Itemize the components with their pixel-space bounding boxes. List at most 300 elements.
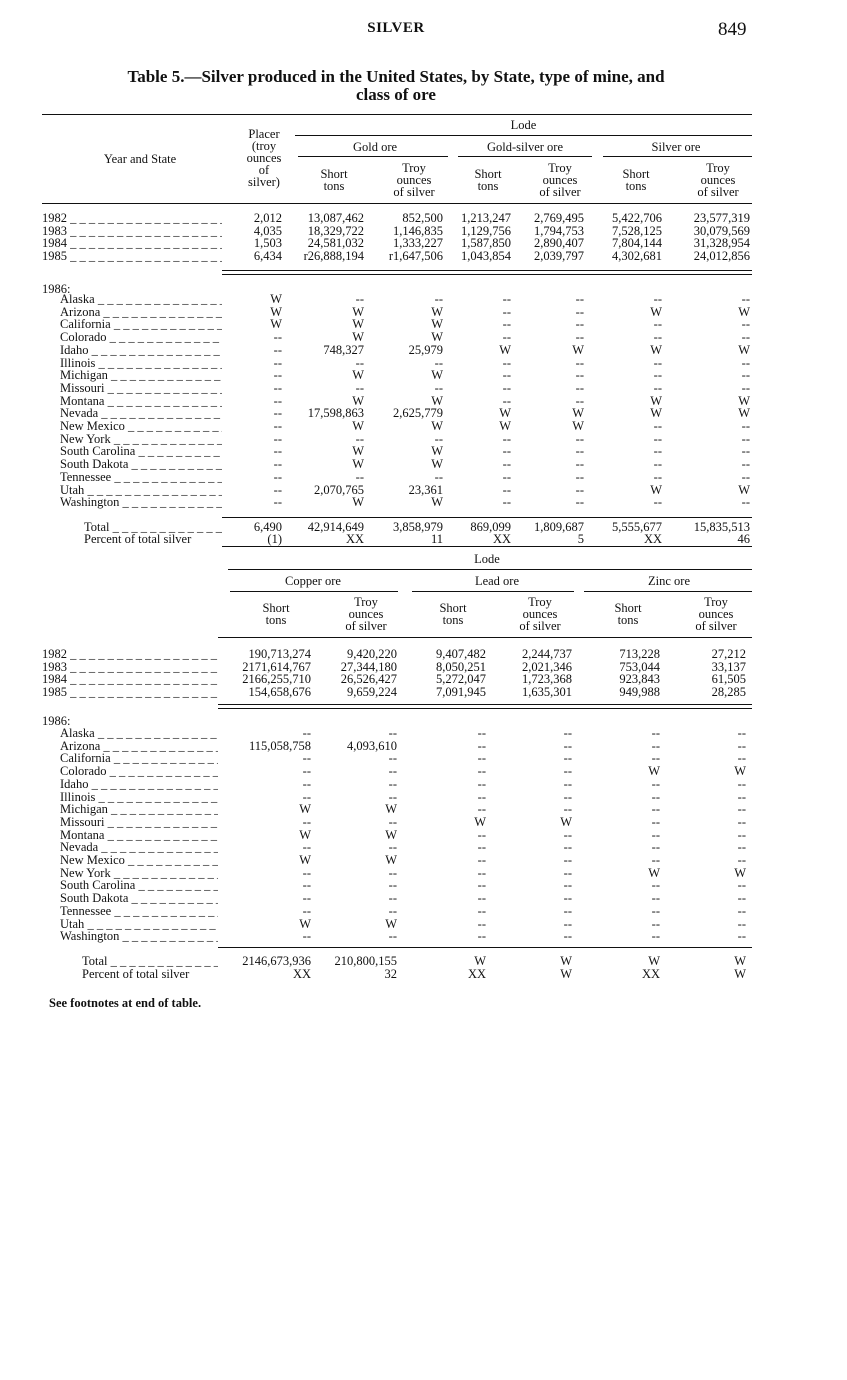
table-cell: -- bbox=[737, 827, 746, 842]
table-cell: 2,039,797 bbox=[534, 249, 584, 264]
table-cell: 1,146,835 bbox=[393, 223, 443, 238]
row-label: Michigan _ _ _ bbox=[60, 369, 222, 382]
table-cell: 748,327 bbox=[323, 342, 364, 357]
table-cell: -- bbox=[477, 827, 486, 842]
table-cell: W bbox=[299, 853, 311, 867]
table-cell: W bbox=[499, 419, 511, 433]
table-cell: -- bbox=[388, 776, 397, 791]
table-cell: -- bbox=[563, 916, 572, 931]
row-label: Missouri _ _ _ bbox=[60, 382, 222, 395]
table-cell: W bbox=[299, 916, 311, 931]
table-cell: -- bbox=[388, 929, 397, 944]
row-label: New York _ _ _ bbox=[60, 433, 222, 446]
double-rule-top bbox=[222, 270, 752, 271]
table-cell: -- bbox=[302, 776, 311, 791]
table-cell: -- bbox=[575, 292, 584, 306]
year-state-heading: Year and State bbox=[103, 152, 177, 166]
row-label: Alaska _ _ _ bbox=[60, 293, 222, 306]
table-cell: W bbox=[352, 304, 364, 319]
table-cell: -- bbox=[737, 751, 746, 766]
table-cell: -- bbox=[388, 903, 397, 918]
table-cell: -- bbox=[302, 764, 311, 779]
table-cell: 9,420,220 bbox=[347, 647, 397, 661]
table-cell: -- bbox=[502, 393, 511, 408]
row-label: Idaho _ _ _ bbox=[60, 778, 218, 791]
table-cell: -- bbox=[651, 903, 660, 918]
table-cell: -- bbox=[563, 751, 572, 766]
table-cell: 154,658,676 bbox=[248, 685, 311, 700]
table-cell: W bbox=[650, 482, 662, 497]
table-cell: -- bbox=[502, 444, 511, 459]
table-cell: -- bbox=[273, 330, 282, 345]
table-cell: W bbox=[352, 317, 364, 332]
table-cell: -- bbox=[741, 469, 750, 484]
table-cell: -- bbox=[273, 469, 282, 484]
table-cell: -- bbox=[477, 840, 486, 855]
row-label: Total _ _ _ bbox=[84, 521, 222, 534]
table-cell: -- bbox=[575, 431, 584, 446]
group-rule-4 bbox=[230, 591, 398, 592]
table-cell: W bbox=[270, 292, 282, 306]
table-cell: -- bbox=[502, 330, 511, 345]
row-label: Tennessee _ _ _ bbox=[60, 905, 218, 918]
row-label: Utah _ _ _ bbox=[60, 484, 222, 497]
table-cell: W bbox=[431, 393, 443, 408]
table-cell: -- bbox=[502, 304, 511, 319]
short-tons-heading: Short tons bbox=[614, 601, 642, 627]
table-cell: -- bbox=[502, 495, 511, 510]
table-cell: W bbox=[270, 317, 282, 332]
short-tons-heading: Short tons bbox=[474, 167, 502, 193]
table-cell: W bbox=[270, 304, 282, 319]
table-cell: W bbox=[385, 916, 397, 931]
table-cell: -- bbox=[653, 431, 662, 446]
table-cell: -- bbox=[273, 342, 282, 357]
table-cell: -- bbox=[575, 317, 584, 332]
table-cell: W bbox=[738, 406, 750, 421]
row-label: Washington _ _ _ bbox=[60, 496, 222, 509]
row-label: South Dakota _ _ _ bbox=[60, 892, 218, 905]
table-cell: 3,858,979 bbox=[393, 520, 443, 534]
table-cell: -- bbox=[653, 444, 662, 459]
table-cell: -- bbox=[651, 878, 660, 893]
table-cell: -- bbox=[273, 444, 282, 459]
table-cell: -- bbox=[741, 368, 750, 383]
table-cell: 24,581,032 bbox=[307, 236, 364, 251]
table-cell: 23,577,319 bbox=[693, 211, 750, 225]
row-label: Montana _ _ _ bbox=[60, 829, 218, 842]
gold-ore-heading: Gold ore bbox=[352, 140, 398, 154]
table-cell: -- bbox=[273, 457, 282, 472]
placer-heading: Placer (troy ounces of silver) bbox=[246, 127, 282, 189]
table-cell: -- bbox=[737, 738, 746, 753]
troy-ounces-heading: Troy ounces of silver bbox=[519, 595, 561, 633]
table-cell: -- bbox=[563, 802, 572, 817]
table-cell: -- bbox=[273, 482, 282, 497]
table-cell: -- bbox=[737, 853, 746, 867]
short-tons-heading: Short tons bbox=[320, 167, 348, 193]
table-cell: W bbox=[474, 814, 486, 829]
table-cell: 13,087,462 bbox=[307, 211, 364, 225]
table-cell: XX bbox=[643, 532, 662, 546]
table-cell: -- bbox=[388, 891, 397, 906]
table-cell: -- bbox=[273, 355, 282, 370]
table-cell: 28,285 bbox=[711, 685, 746, 700]
table-cell: -- bbox=[477, 802, 486, 817]
table-title-line2: class of ore bbox=[356, 85, 436, 104]
troy-ounces-heading: Troy ounces of silver bbox=[695, 595, 737, 633]
table-cell: -- bbox=[434, 355, 443, 370]
table-cell: 8,050,251 bbox=[436, 659, 486, 674]
table-cell: -- bbox=[575, 393, 584, 408]
table-cell: -- bbox=[653, 292, 662, 306]
table-cell: -- bbox=[575, 469, 584, 484]
table-cell: -- bbox=[741, 292, 750, 306]
table-cell: -- bbox=[563, 891, 572, 906]
table-cell: -- bbox=[563, 878, 572, 893]
table-cell: 5 bbox=[577, 532, 584, 546]
table-cell: -- bbox=[741, 355, 750, 370]
table-cell: W bbox=[385, 827, 397, 842]
double-rule-bottom-2 bbox=[218, 708, 752, 709]
table-cell: -- bbox=[563, 726, 572, 740]
table-cell: W bbox=[572, 406, 584, 421]
table-cell: 2,244,737 bbox=[522, 647, 572, 661]
table-cell: W bbox=[650, 342, 662, 357]
table-cell: -- bbox=[434, 431, 443, 446]
table-cell: -- bbox=[477, 878, 486, 893]
table-cell: -- bbox=[575, 495, 584, 510]
table-cell: 2146,673,936 bbox=[242, 954, 311, 968]
lode-heading: Lode bbox=[474, 552, 500, 566]
row-label: 1983 _ _ _ bbox=[42, 661, 218, 674]
table-cell: 9,407,482 bbox=[436, 647, 486, 661]
table-cell: -- bbox=[737, 789, 746, 804]
row-label: South Carolina _ _ _ bbox=[60, 879, 218, 892]
table-cell: W bbox=[572, 342, 584, 357]
table-cell: -- bbox=[651, 929, 660, 944]
table-cell: -- bbox=[388, 865, 397, 880]
table-cell: W bbox=[560, 967, 572, 981]
table-cell: -- bbox=[563, 738, 572, 753]
table-cell: -- bbox=[434, 292, 443, 306]
table-cell: 210,800,155 bbox=[334, 954, 397, 968]
table-title bbox=[60, 68, 732, 104]
part1-end-rule bbox=[222, 546, 752, 547]
table-cell: W bbox=[734, 954, 746, 968]
table-cell: 713,228 bbox=[619, 647, 660, 661]
row-label: New York _ _ _ bbox=[60, 867, 218, 880]
row-label: 1985 _ _ _ bbox=[42, 250, 222, 263]
table-cell: 1,333,227 bbox=[393, 236, 443, 251]
table-cell: -- bbox=[651, 738, 660, 753]
table-cell: XX bbox=[467, 967, 486, 981]
table-cell: 1,503 bbox=[253, 236, 282, 251]
table-cell: -- bbox=[741, 330, 750, 345]
copper-ore-heading: Copper ore bbox=[285, 574, 341, 588]
table-cell: -- bbox=[741, 444, 750, 459]
row-label: South Dakota _ _ _ bbox=[60, 458, 222, 471]
table-cell: 753,044 bbox=[619, 659, 660, 674]
table-cell: W bbox=[648, 954, 660, 968]
table-cell: -- bbox=[651, 827, 660, 842]
table-cell: 1,794,753 bbox=[534, 223, 584, 238]
table-cell: W bbox=[352, 495, 364, 510]
table-cell: -- bbox=[388, 751, 397, 766]
table-cell: XX bbox=[641, 967, 660, 981]
table-cell: -- bbox=[653, 457, 662, 472]
table-cell: -- bbox=[302, 903, 311, 918]
table-cell: 5,555,677 bbox=[612, 520, 662, 534]
table-cell: -- bbox=[737, 878, 746, 893]
table-cell: -- bbox=[563, 929, 572, 944]
table-cell: -- bbox=[502, 431, 511, 446]
table-cell: -- bbox=[563, 789, 572, 804]
table-cell: -- bbox=[273, 419, 282, 433]
row-label: Washington _ _ _ bbox=[60, 930, 218, 943]
table-cell: -- bbox=[477, 916, 486, 931]
table-cell: 949,988 bbox=[619, 685, 660, 700]
table-cell: -- bbox=[502, 482, 511, 497]
table-cell: -- bbox=[575, 482, 584, 497]
top-rule bbox=[42, 114, 752, 115]
table-cell: 7,091,945 bbox=[436, 685, 486, 700]
troy-ounces-heading: Troy ounces of silver bbox=[345, 595, 387, 633]
table-cell: W bbox=[431, 444, 443, 459]
silver-ore-heading: Silver ore bbox=[651, 140, 701, 154]
table-cell: XX bbox=[345, 532, 364, 546]
table-cell: -- bbox=[302, 726, 311, 740]
row-label: Colorado _ _ _ bbox=[60, 765, 218, 778]
table-cell: W bbox=[650, 304, 662, 319]
row-label: 1984 _ _ _ bbox=[42, 237, 222, 250]
row-label: Utah _ _ _ bbox=[60, 918, 218, 931]
row-label: Idaho _ _ _ bbox=[60, 344, 222, 357]
table-cell: W bbox=[648, 764, 660, 779]
table-cell: -- bbox=[477, 789, 486, 804]
table-cell: 923,843 bbox=[619, 672, 660, 687]
table-cell: -- bbox=[477, 853, 486, 867]
table-cell: 1,587,850 bbox=[461, 236, 511, 251]
table-cell: 15,835,513 bbox=[693, 520, 750, 534]
row-label: Illinois _ _ _ bbox=[60, 357, 222, 370]
table-cell: W bbox=[734, 865, 746, 880]
table-cell: -- bbox=[651, 853, 660, 867]
table-cell: -- bbox=[502, 355, 511, 370]
table-cell: W bbox=[499, 406, 511, 421]
table-cell: -- bbox=[575, 457, 584, 472]
table-title-line1: Table 5.—Silver produced in the United States, by State, type of mine, and bbox=[127, 67, 665, 86]
row-label: New Mexico _ _ _ bbox=[60, 854, 218, 867]
lode-rule bbox=[295, 135, 752, 136]
table-cell: (1) bbox=[267, 532, 282, 546]
table-cell: -- bbox=[302, 929, 311, 944]
row-label: California _ _ _ bbox=[60, 752, 218, 765]
row-label: Total _ _ _ bbox=[82, 955, 218, 968]
table-cell: -- bbox=[355, 431, 364, 446]
table-cell: W bbox=[431, 330, 443, 345]
table-cell: 852,500 bbox=[402, 211, 443, 225]
table-cell: -- bbox=[737, 776, 746, 791]
table-cell: 27,212 bbox=[711, 647, 746, 661]
table-cell: 18,329,722 bbox=[307, 223, 364, 238]
table-cell: -- bbox=[741, 380, 750, 395]
table-cell: 4,035 bbox=[253, 223, 282, 238]
table-cell: 42,914,649 bbox=[307, 520, 364, 534]
table-cell: -- bbox=[477, 726, 486, 740]
table-cell: 5,422,706 bbox=[612, 211, 662, 225]
table-cell: W bbox=[299, 802, 311, 817]
row-label: South Carolina _ _ _ bbox=[60, 445, 222, 458]
zinc-ore-heading: Zinc ore bbox=[648, 574, 690, 588]
table-cell: -- bbox=[651, 802, 660, 817]
table-cell: 31,328,954 bbox=[693, 236, 750, 251]
table-cell: -- bbox=[477, 865, 486, 880]
table-cell: -- bbox=[653, 317, 662, 332]
table-cell: -- bbox=[502, 317, 511, 332]
row-label: Alaska _ _ _ bbox=[60, 727, 218, 740]
table-cell: -- bbox=[741, 317, 750, 332]
table-cell: -- bbox=[477, 903, 486, 918]
table-cell: -- bbox=[651, 751, 660, 766]
table-cell: 1,129,756 bbox=[461, 223, 511, 238]
table-cell: -- bbox=[741, 419, 750, 433]
table-cell: -- bbox=[477, 738, 486, 753]
table-cell: -- bbox=[273, 393, 282, 408]
table-cell: -- bbox=[477, 764, 486, 779]
table-cell: -- bbox=[388, 789, 397, 804]
table-cell: -- bbox=[355, 292, 364, 306]
table-cell: -- bbox=[575, 355, 584, 370]
row-label: 1983 _ _ _ bbox=[42, 225, 222, 238]
table-cell: 2171,614,767 bbox=[242, 659, 311, 674]
table-cell: W bbox=[738, 304, 750, 319]
lode-heading: Lode bbox=[510, 118, 537, 132]
table-cell: 61,505 bbox=[711, 672, 746, 687]
gold-silver-ore-heading: Gold-silver ore bbox=[486, 140, 564, 154]
table-cell: 11 bbox=[430, 532, 443, 546]
table-cell: 2,012 bbox=[253, 211, 282, 225]
table-cell: 27,344,180 bbox=[340, 659, 397, 674]
troy-ounces-heading: Troy ounces of silver bbox=[393, 161, 435, 199]
table-cell: 2,070,765 bbox=[314, 482, 364, 497]
table-cell: W bbox=[734, 967, 746, 981]
row-label: 1982 _ _ _ bbox=[42, 212, 222, 225]
footnote: See footnotes at end of table. bbox=[49, 996, 202, 1010]
table-cell: 2,890,407 bbox=[534, 236, 584, 251]
table-cell: W bbox=[385, 853, 397, 867]
row-label: Arizona _ _ _ bbox=[60, 306, 222, 319]
table-cell: -- bbox=[741, 431, 750, 446]
table-cell: -- bbox=[502, 292, 511, 306]
table-cell: -- bbox=[737, 916, 746, 931]
table-cell: -- bbox=[651, 726, 660, 740]
table-cell: 2,769,495 bbox=[534, 211, 584, 225]
table-cell: -- bbox=[563, 865, 572, 880]
table-cell: -- bbox=[575, 380, 584, 395]
running-title: SILVER bbox=[367, 20, 425, 36]
table-cell: 2,021,346 bbox=[522, 659, 572, 674]
table-cell: W bbox=[352, 330, 364, 345]
table-cell: -- bbox=[388, 726, 397, 740]
row-label: Nevada _ _ _ bbox=[60, 407, 222, 420]
group-rule-1 bbox=[298, 156, 448, 157]
row-label: Montana _ _ _ bbox=[60, 395, 222, 408]
row-label: New Mexico _ _ _ bbox=[60, 420, 222, 433]
table-cell: -- bbox=[273, 380, 282, 395]
table-cell: -- bbox=[563, 853, 572, 867]
table-cell: -- bbox=[273, 495, 282, 510]
table-cell: W bbox=[499, 342, 511, 357]
table-cell: -- bbox=[477, 751, 486, 766]
table-cell: 32 bbox=[384, 967, 397, 981]
table-cell: W bbox=[474, 954, 486, 968]
table-cell: W bbox=[431, 457, 443, 472]
double-rule-top-2 bbox=[218, 704, 752, 705]
table-cell: 1,809,687 bbox=[534, 520, 584, 534]
table-cell: 6,490 bbox=[253, 520, 282, 534]
table-cell: -- bbox=[563, 840, 572, 855]
header-bottom-rule-2 bbox=[218, 637, 752, 638]
table-cell: -- bbox=[653, 469, 662, 484]
table-cell: -- bbox=[273, 406, 282, 421]
table-cell: -- bbox=[502, 380, 511, 395]
row-label: Missouri _ _ _ bbox=[60, 816, 218, 829]
row-label: Arizona _ _ _ bbox=[60, 740, 218, 753]
table-cell: 25,979 bbox=[408, 342, 443, 357]
table-cell: -- bbox=[434, 380, 443, 395]
table-cell: W bbox=[431, 304, 443, 319]
table-cell: 2,625,779 bbox=[393, 406, 443, 421]
table-cell: -- bbox=[502, 457, 511, 472]
table-cell: -- bbox=[388, 878, 397, 893]
table-cell: 1,723,368 bbox=[522, 672, 572, 687]
table-cell: 115,058,758 bbox=[248, 738, 311, 753]
table-cell: -- bbox=[575, 368, 584, 383]
row-label: Michigan _ _ _ bbox=[60, 803, 218, 816]
table-cell: 869,099 bbox=[470, 520, 511, 534]
table-cell: 5,272,047 bbox=[436, 672, 486, 687]
troy-ounces-heading: Troy ounces of silver bbox=[539, 161, 581, 199]
table-cell: W bbox=[650, 406, 662, 421]
table-cell: W bbox=[431, 419, 443, 433]
table-cell: W bbox=[738, 342, 750, 357]
table-cell: W bbox=[431, 368, 443, 383]
table-cell: W bbox=[572, 419, 584, 433]
table-cell: W bbox=[431, 317, 443, 332]
table-cell: -- bbox=[477, 891, 486, 906]
header-bottom-rule bbox=[42, 203, 752, 204]
row-label: Tennessee _ _ _ bbox=[60, 471, 222, 484]
table-cell: W bbox=[648, 865, 660, 880]
row-label: 1984 _ _ _ bbox=[42, 673, 218, 686]
table-cell: -- bbox=[653, 495, 662, 510]
table-cell: 23,361 bbox=[408, 482, 443, 497]
table-cell: -- bbox=[477, 776, 486, 791]
group-rule-3 bbox=[603, 156, 752, 157]
double-rule-bottom bbox=[222, 274, 752, 275]
table-cell: -- bbox=[502, 368, 511, 383]
table-cell: -- bbox=[741, 495, 750, 510]
table-cell: W bbox=[431, 495, 443, 510]
table-cell: -- bbox=[651, 789, 660, 804]
table-cell: -- bbox=[737, 929, 746, 944]
table-cell: -- bbox=[651, 916, 660, 931]
table-cell: -- bbox=[355, 469, 364, 484]
table-cell: -- bbox=[737, 903, 746, 918]
table-cell: -- bbox=[653, 355, 662, 370]
group-rule-5 bbox=[412, 591, 574, 592]
